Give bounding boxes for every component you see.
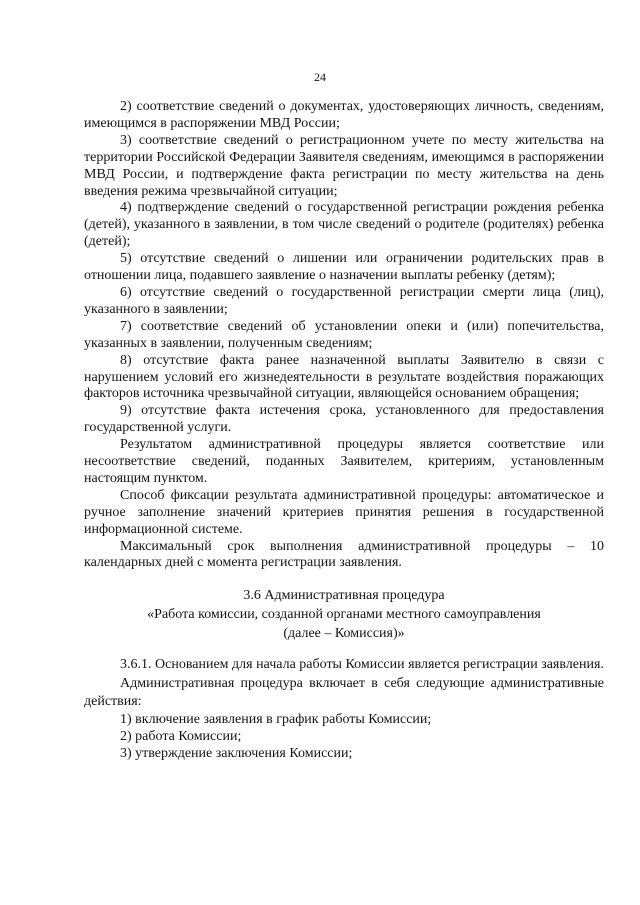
paragraph-criterion-7: 7) соответствие сведений об установлении опеки и (или) попечительства, указанных в заявлении, полученным сведениям; — [84, 318, 604, 351]
paragraph-result: Результатом административной процедуры является соответствие или несоответствие сведений, поданных Заявителем, критериям, установленным настоящим пунктом. — [84, 437, 604, 486]
section-heading-abbrev: (далее – Комиссия)» — [283, 626, 405, 642]
document-body — [84, 99, 604, 763]
paragraph-criterion-2: 2) соответствие сведений о документах, удостоверяющих личность, сведениям, имеющимся в распоряжении МВД России; — [84, 99, 604, 131]
paragraph-criterion-5: 5) отсутствие сведений о лишении или ограничении родительских прав в отношении лица, подавшего заявление о назначении выплаты ребенку (детям); — [84, 251, 604, 284]
paragraph-3-6-1: 3.6.1. Основанием для начала работы Комиссии является регистрации заявления. — [120, 657, 604, 673]
paragraph-actions-intro: Административная процедура включает в себя следующие административные действия: — [84, 675, 604, 710]
paragraph-max-duration: Максимальный срок выполнения административной процедуры – 10 календарных дней с момента регистрации заявления. — [84, 538, 604, 571]
list-item: 3) утверждение заключения Комиссии; — [120, 745, 353, 761]
paragraph-criterion-8: 8) отсутствие факта ранее назначенной выплаты Заявителю в связи с нарушением условий его жизнедеятельности в результате воздействия поражающих факторов источника чрезвычайной ситуации, являющейся основанием обращения; — [84, 352, 604, 402]
paragraph-criterion-4: 4) подтверждение сведений о государственной регистрации рождения ребенка (детей), указанного в заявлении, в том числе сведений о родителе (родителях) ребенка (детей); — [84, 200, 604, 250]
paragraph-fixation-method: Способ фиксации результата административной процедуры: автоматическое и ручное заполнение значений критериев принятия решения в государственной информационной системе. — [84, 487, 604, 537]
list-item: 1) включение заявления в график работы Комиссии; — [120, 711, 432, 727]
list-item: 2) работа Комиссии; — [120, 728, 242, 744]
section-heading-title: 3.6 Административная процедура — [243, 588, 445, 604]
section-heading-subtitle: «Работа комиссии, созданной органами местного самоуправления — [147, 607, 541, 623]
paragraph-criterion-3: 3) соответствие сведений о регистрационном учете по месту жительства на территории Российской Федерации Заявителя сведениям, имеющимся в распоряжении МВД России, и подтверждение факта регистрации по месту жительства на день введения режима чрезвычайной ситуации; — [84, 132, 604, 199]
paragraph-criterion-6: 6) отсутствие сведений о государственной регистрации смерти лица (лиц), указанного в заявлении; — [84, 284, 604, 317]
section-heading — [84, 586, 604, 643]
paragraph-criterion-9: 9) отсутствие факта истечения срока, установленного для предоставления государственной услуги. — [84, 403, 604, 436]
page-number: 24 — [314, 70, 326, 84]
